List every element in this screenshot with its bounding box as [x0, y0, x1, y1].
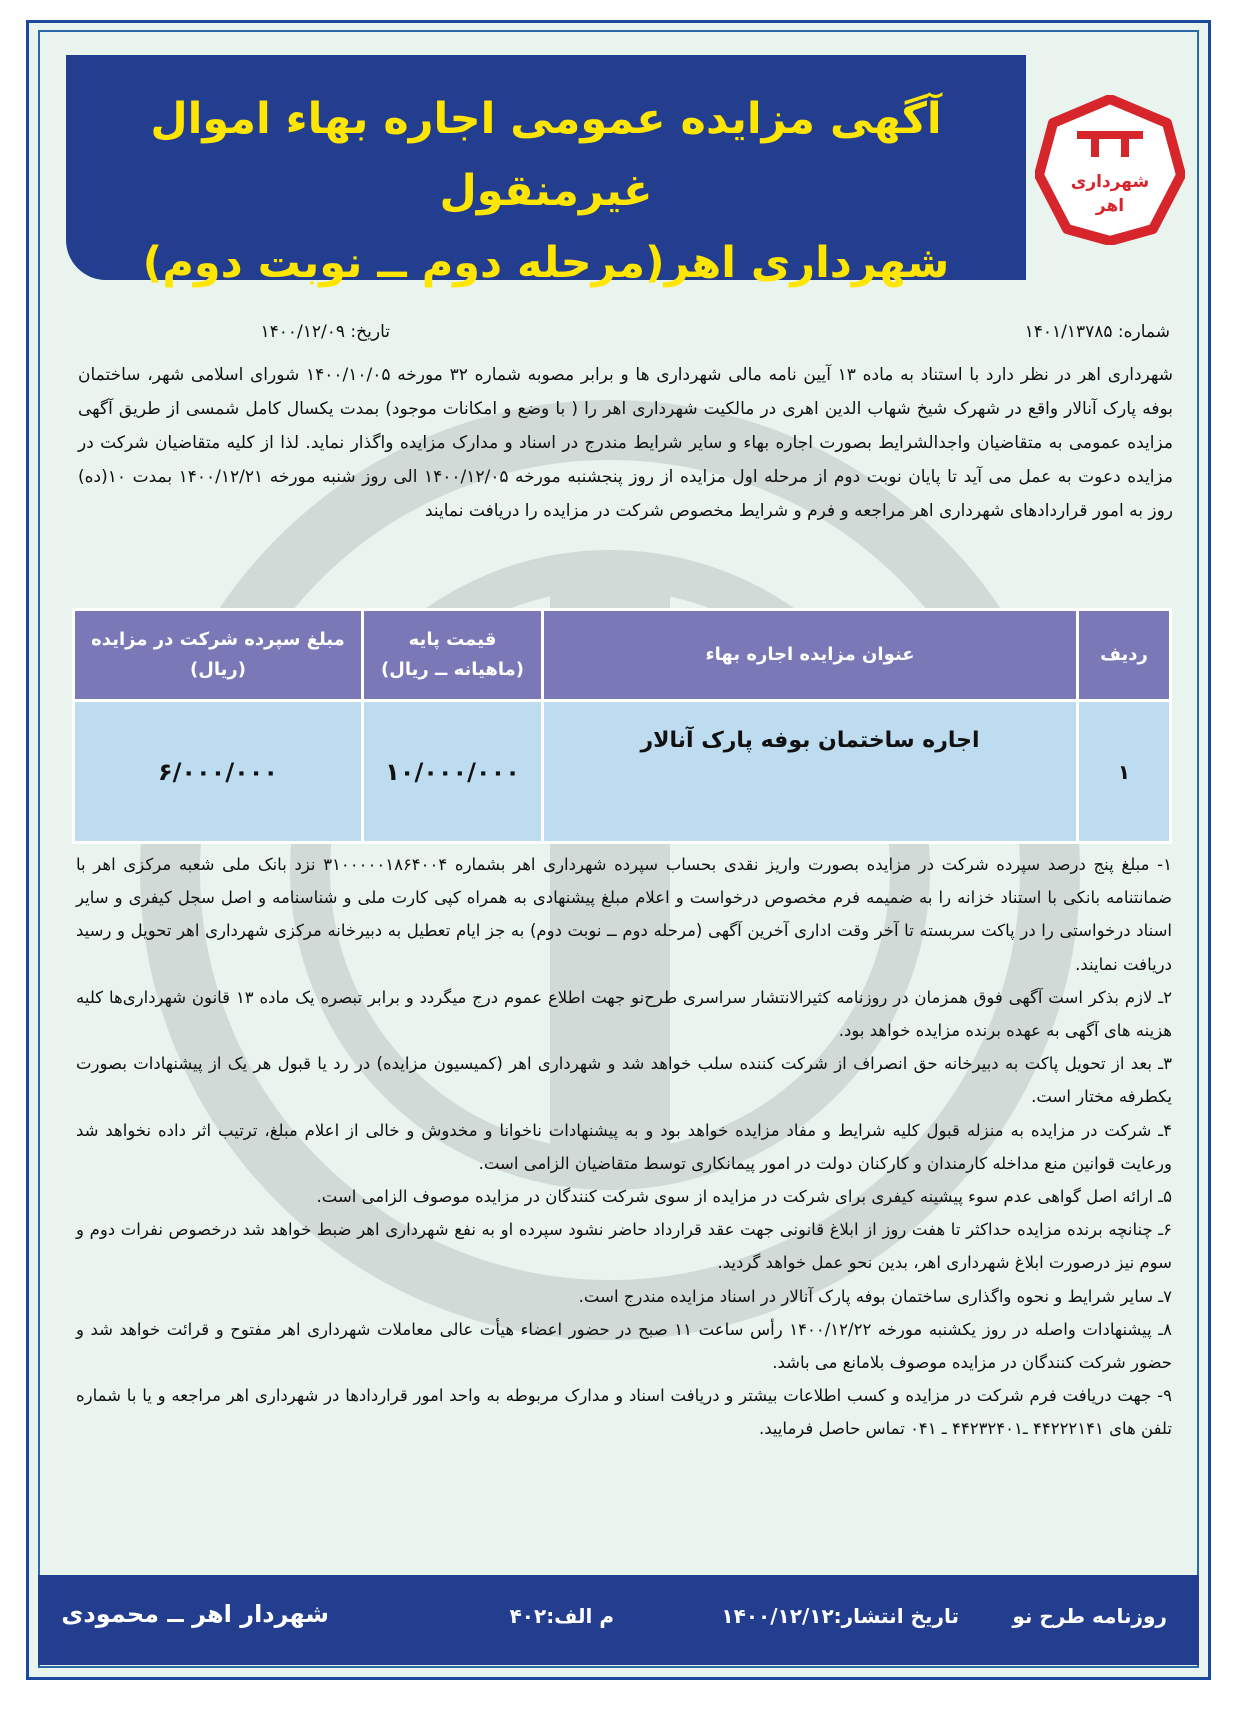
header-title-line2: شهرداری اهر(مرحله دوم ــ نوبت دوم) — [142, 238, 950, 288]
logo-text-top: شهرداری — [1070, 172, 1150, 192]
logo-text-bottom: اهر — [1095, 196, 1125, 216]
notice-date: تاریخ: ۱۴۰۰/۱۲/۰۹ — [260, 322, 390, 342]
cell-base-price: ۱۰/۰۰۰/۰۰۰ — [363, 701, 543, 843]
footer-mayor-signature: شهردار اهر ــ محمودی — [61, 1600, 329, 1628]
th-title: عنوان مزایده اجاره بهاء — [543, 610, 1078, 701]
list-item: ۶ـ چنانچه برنده مزایده حداکثر تا هفت روز از ابلاغ قانونی جهت عقد قرارداد حاضر نشود سپرده او به نفع شهرداری اهر ضبط خواهد شد درخصوص نفرات دوم و سوم نیز درصورت ابلاغ شهرداری اهر، بدین نحو عمل خواهد گردید. — [76, 1220, 1172, 1273]
auction-table — [72, 608, 1172, 844]
footer-code: م الف:۴۰۲ — [509, 1604, 614, 1628]
list-item: ۱- مبلغ پنج درصد سپرده شرکت در مزایده بصورت واریز نقدی بحساب سپرده شهرداری اهر بشماره ۳۱۰۰۰۰۰۱۸۶۴۰۰۴ نزد بانک ملی شعبه مرکزی اهر با ضمانتنامه بانکی با استناد خزانه را به ضمیمه فرم مخصوص درخواست و اعلام مبلغ پیشنهادی به همراه کپی کارت ملی و شناسنامه و اصل سجل کیفری و سایر اسناد درخواستی را در پاکت سربسته تا آخر وقت اداری آخرین آگهی (مرحله دوم ــ نوبت دوم) به جز ایام تعطیل به دبیرخانه مرکزی شهرداری اهر تحویل و رسید دریافت نمایند. — [76, 855, 1172, 974]
list-item: ۴ـ شرکت در مزایده به منزله قبول کلیه شرایط و مفاد مزایده خواهد بود و به پیشنهادات ناخوانا و مخدوش و خالی از اعلام مبلغ، ترتیب اثر داده نخواهد شد ورعایت قوانین منع مداخله کارمندان و کارکنان دولت در امور پیمانکاری توسط متقاضیان الزامی است. — [76, 1120, 1172, 1173]
th-deposit — [74, 610, 363, 701]
municipality-logo-icon — [1035, 95, 1185, 245]
cell-deposit: ۶/۰۰۰/۰۰۰ — [74, 701, 363, 843]
footer-newspaper: روزنامه طرح نو — [1012, 1604, 1167, 1628]
intro-paragraph: شهرداری اهر در نظر دارد با استناد به ماده ۱۳ آیین نامه مالی شهرداری ها و برابر مصوبه شماره ۳۲ مورخه ۱۴۰۰/۱۰/۰۵ شورای اسلامی شهر، ساختمان بوفه پارک آنالار واقع در شهرک شیخ شهاب الدین اهری در مالکیت شهرداری اهر را ( با وضع و امکانات موجود) بمدت یکسال کامل شمسی از طریق آگهی مزایده عمومی به متقاضیان واجدالشرایط بصورت اجاره بهاء و سایر شرایط مندرج در اسناد و مدارک مزایده واگذار نماید. لذا از کلیه متقاضیان شرکت در مزایده دعوت به عمل می آید تا پایان نوبت دوم از مرحله اول مزایده از روز پنجشنبه مورخه ۱۴۰۰/۱۲/۰۵ الی روز شنبه مورخه ۱۴۰۰/۱۲/۲۱ بمدت ۱۰(ده) روز به امور قراردادهای شهرداری اهر مراجعه و فرم و شرایط مخصوص شرکت در مزایده را دریافت نمایند — [78, 365, 1174, 521]
list-item: ۵ـ ارائه اصل گواهی عدم سوء پیشینه کیفری برای شرکت در مزایده از سوی شرکت کنندگان در مزایده موصوف الزامی است. — [316, 1187, 1172, 1207]
cell-row-number: ۱ — [1078, 701, 1171, 843]
footer-publish-date: تاریخ انتشار:۱۴۰۰/۱۲/۱۲ — [721, 1604, 959, 1628]
list-item: ۹- جهت دریافت فرم شرکت در مزایده و کسب اطلاعات بیشتر و دریافت اسناد و مدارک مربوطه به واحد امور قراردادها در شهرداری اهر مراجعه و یا با شماره تلفن های ۴۴۲۲۲۱۴۱ ـ۴۴۲۳۲۴۰۱ ـ ۰۴۱ تماس حاصل فرمایید. — [76, 1386, 1172, 1439]
table-row — [74, 701, 1171, 843]
footer-bar — [38, 1575, 1199, 1665]
th-row-number: ردیف — [1078, 610, 1171, 701]
th-deposit-line1: مبلغ سپرده شرکت در مزایده — [91, 629, 345, 650]
header-title-line1: آگهی مزایده عمومی اجاره بهاء اموال غیرمنقول — [150, 94, 942, 216]
cell-title: اجاره ساختمان بوفه پارک آنالار — [543, 701, 1078, 843]
th-base-price — [363, 610, 543, 701]
list-item: ۷ـ سایر شرایط و نحوه واگذاری ساختمان بوفه پارک آنالار در اسناد مزایده مندرج است. — [578, 1286, 1172, 1306]
table-header-row — [74, 610, 1171, 701]
list-item: ۲ـ لازم بذکر است آگهی فوق همزمان در روزنامه کثیرالانتشار سراسری طرح‌نو جهت اطلاع عموم درج میگردد و برابر تبصره یک ماده ۱۳ قانون شهرداری‌ها کلیه هزینه های آگهی به عهده برنده مزایده خواهد بود. — [76, 987, 1172, 1041]
th-deposit-line2: (ریال) — [190, 659, 246, 680]
notice-number: شماره: ۱۴۰۱/۱۳۷۸۵ — [1024, 322, 1170, 342]
th-base-price-line2: (ماهیانه ــ ریال) — [381, 659, 524, 680]
list-item: ۸ـ پیشنهادات واصله در روز یکشنبه مورخه ۱۴۰۰/۱۲/۲۲ رأس ساعت ۱۱ صبح در حضور اعضاء هیأت عالی معاملات شهرداری اهر مفتوح و قرائت خواهد شد و حضور شرکت کنندگان در مزایده موصوف بلامانع می باشد. — [76, 1319, 1172, 1373]
th-base-price-line1: قیمت پایه — [408, 629, 497, 650]
conditions-list — [76, 848, 1172, 1446]
notice-meta — [80, 322, 1170, 356]
header-banner — [66, 55, 1026, 288]
list-item: ۳ـ بعد از تحویل پاکت به دبیرخانه حق انصراف از شرکت کننده سلب خواهد شد و شهرداری اهر (کمیسیون مزایده) در رد یا قبول هر یک از پیشنهادات بصورت یکطرفه مختار است. — [76, 1054, 1172, 1107]
